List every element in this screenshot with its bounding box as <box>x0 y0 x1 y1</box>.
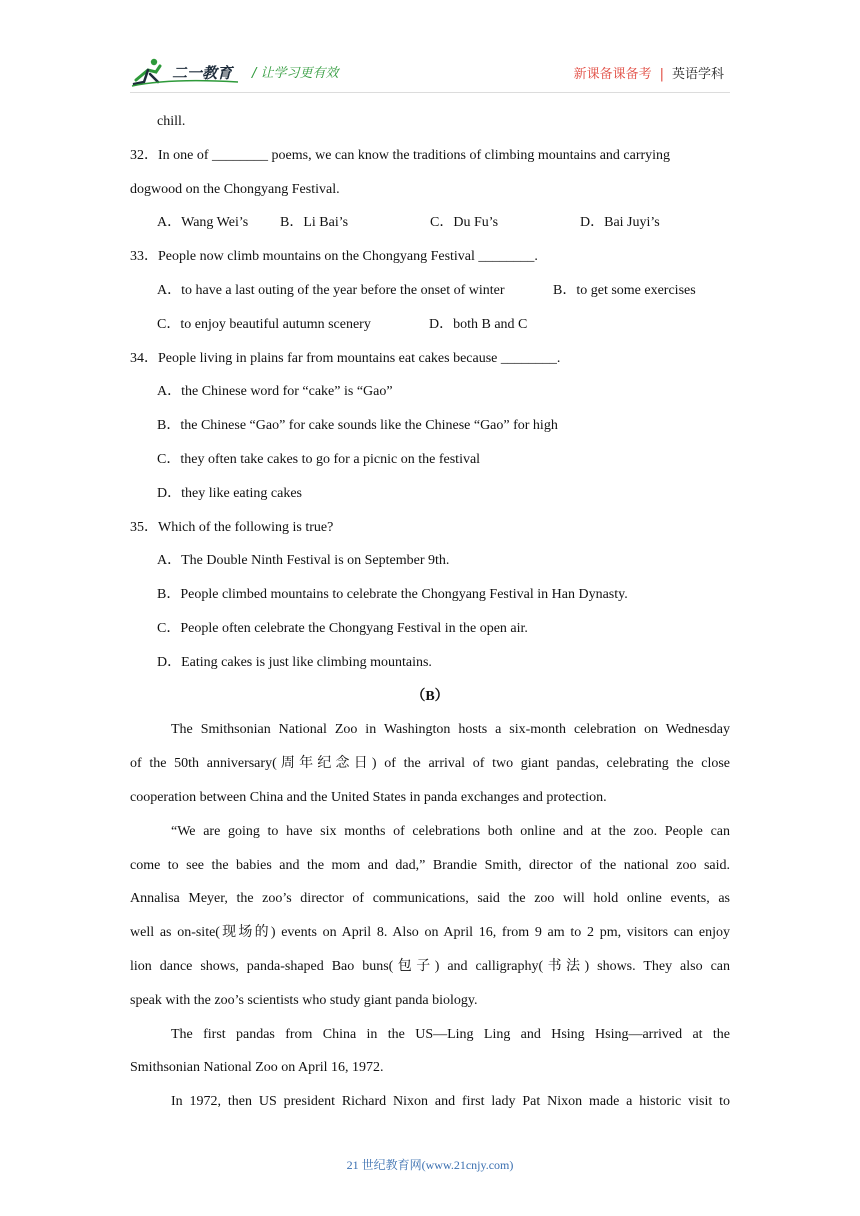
paragraph-line: Smithsonian National Zoo on April 16, 1972. <box>130 1060 384 1076</box>
question-35: 35．Which of the following is true? <box>130 519 334 535</box>
header-rule <box>130 92 730 93</box>
header-divider: | <box>659 67 664 82</box>
paragraph-line: cooperation between China and the United States in panda exchanges and protection. <box>130 789 607 805</box>
question-33-options-row2 <box>130 313 730 347</box>
paragraph-line: “We are going to have six months of celebrations both online and at the zoo. People can <box>171 823 730 839</box>
option-d: D．they like eating cakes <box>157 485 303 501</box>
option-d: D．both B and C <box>429 316 528 332</box>
option-d: D．Bai Juyi’s <box>580 215 660 231</box>
paragraph-line: come to see the babies and the mom and dad,” Brandie Smith, director of the national zoo said. <box>130 857 730 873</box>
question-32: 32．In one of ________ poems, we can know the traditions of climbing mountains and carrying <box>130 147 671 163</box>
paragraph-line: well as on-site(现场的) events on April 8. Also on April 16, from 9 am to 2 pm, visitors can enjoy <box>130 925 730 941</box>
question-33-options-row1 <box>130 279 730 313</box>
text-line: chill. <box>157 114 186 129</box>
option-a: A．the Chinese word for “cake” is “Gao” <box>157 384 393 400</box>
header-right <box>574 63 724 82</box>
question-33: 33．People now climb mountains on the Chongyang Festival ________. <box>130 249 538 265</box>
header-subject: 英语学科 <box>671 67 724 82</box>
option-c: C．they often take cakes to go for a picnic on the festival <box>157 451 481 467</box>
option-a: A．Wang Wei’s <box>157 215 249 231</box>
option-c: C．People often celebrate the Chongyang Festival in the open air. <box>157 620 528 636</box>
question-34: 34．People living in plains far from mountains eat cakes because ________. <box>130 350 561 366</box>
section-heading: （B） <box>411 688 449 704</box>
page-footer: 21 世纪教育网(www.21cnjy.com) <box>346 1158 514 1172</box>
option-a: A．The Double Ninth Festival is on September 9th. <box>157 553 450 569</box>
option-b: B．Li Bai’s <box>280 215 349 231</box>
header-tagline: 新课备课备考 <box>573 67 652 82</box>
paragraph-line: lion dance shows, panda-shaped Bao buns(包子) and calligraphy(书法) shows. They also can <box>130 958 730 974</box>
option-d: D．Eating cakes is just like climbing mountains. <box>157 654 432 670</box>
option-b: B．to get some exercises <box>553 282 696 298</box>
paragraph-line: Annalisa Meyer, the zoo’s director of communications, said the zoo will hold online events, as <box>130 891 730 907</box>
logo-text: 二一教育 <box>172 64 233 82</box>
paragraph-line: The Smithsonian National Zoo in Washington hosts a six-month celebration on Wednesday <box>171 722 730 738</box>
paragraph-line: The first pandas from China in the US—Ling Ling and Hsing Hsing—arrived at the <box>171 1026 730 1042</box>
question-32-options <box>130 211 730 245</box>
paragraph-line: of the 50th anniversary(周年纪念日) of the arrival of two giant pandas, celebrating the close <box>130 756 730 772</box>
text-line: dogwood on the Chongyang Festival. <box>130 181 340 197</box>
document-body <box>130 110 730 1124</box>
option-a: A．to have a last outing of the year before the onset of winter <box>157 282 505 298</box>
option-c: C．Du Fu’s <box>430 215 499 231</box>
paragraph-line: speak with the zoo’s scientists who study giant panda biology. <box>130 992 478 1008</box>
paragraph-line: In 1972, then US president Richard Nixon and first lady Pat Nixon made a historic visit to <box>171 1094 730 1110</box>
page-header <box>130 52 730 92</box>
option-c: C．to enjoy beautiful autumn scenery <box>157 316 371 332</box>
slogan: / 让学习更有效 <box>252 66 339 81</box>
option-b: B．the Chinese “Gao” for cake sounds like the Chinese “Gao” for high <box>157 418 558 434</box>
option-b: B．People climbed mountains to celebrate the Chongyang Festival in Han Dynasty. <box>157 587 628 603</box>
